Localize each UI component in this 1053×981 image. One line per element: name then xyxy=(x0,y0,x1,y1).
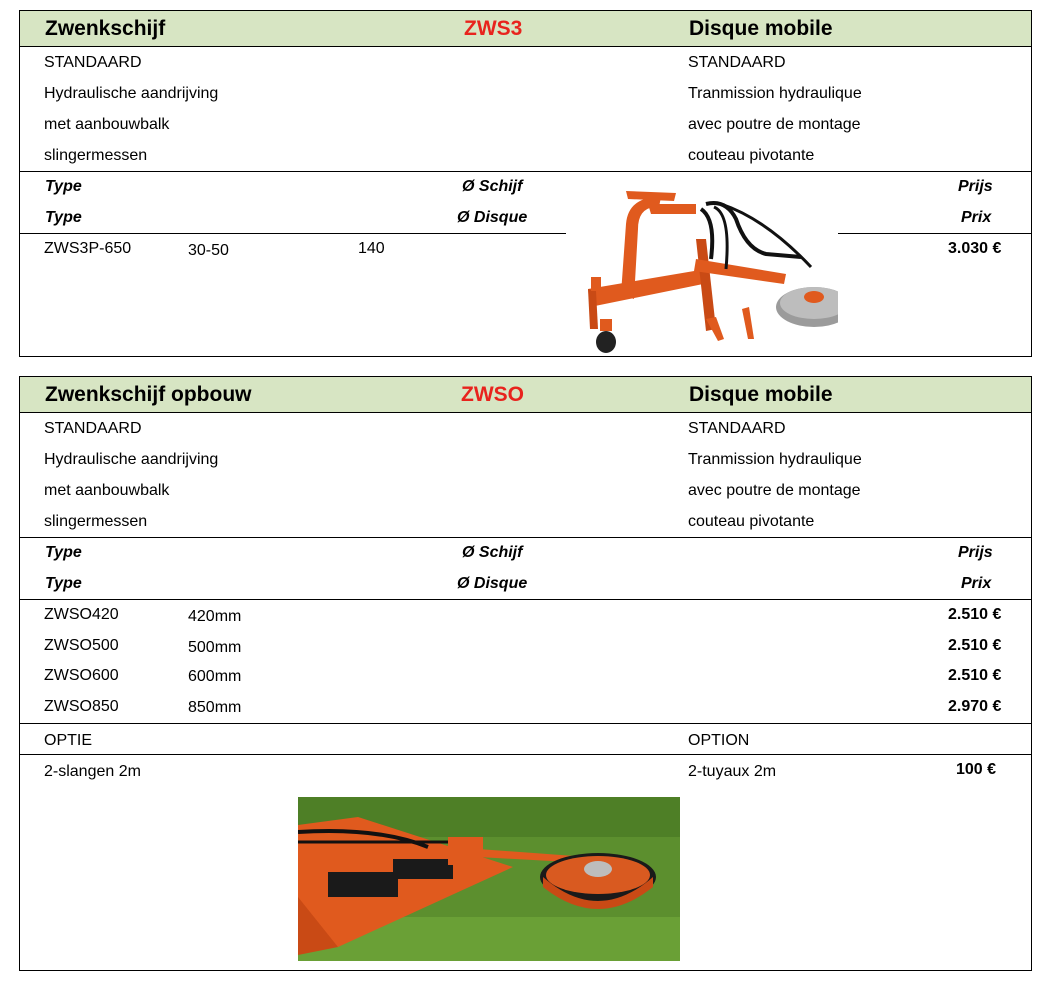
row-price: 2.510 € xyxy=(948,606,1002,623)
desc-fr-line: avec poutre de montage xyxy=(688,482,861,499)
desc-fr-line: STANDAARD xyxy=(688,420,786,437)
col-header-disc: Ø Disque xyxy=(457,575,528,592)
divider xyxy=(20,599,1031,600)
row-size: 500mm xyxy=(188,639,242,656)
option-label-nl: OPTIE xyxy=(44,732,93,749)
title-fr: Disque mobile xyxy=(689,17,833,40)
col-header-price: Prix xyxy=(961,209,992,226)
divider xyxy=(20,537,1031,538)
desc-fr-line: couteau pivotante xyxy=(688,513,815,530)
product-card-zws3 xyxy=(19,10,1032,357)
col-header-disc: Ø Disque xyxy=(457,209,528,226)
col-header-type: Type xyxy=(45,544,82,561)
row-type: ZWSO600 xyxy=(44,667,119,684)
divider xyxy=(20,233,567,234)
desc-nl-line: met aanbouwbalk xyxy=(44,482,170,499)
desc-fr-line: couteau pivotante xyxy=(688,147,815,164)
desc-nl-line: slingermessen xyxy=(44,147,148,164)
desc-nl-line: met aanbouwbalk xyxy=(44,116,170,133)
col-header-type: Type xyxy=(45,575,82,592)
row-type: ZWSO420 xyxy=(44,606,119,623)
title-fr: Disque mobile xyxy=(689,383,833,406)
row-size: 600mm xyxy=(188,668,242,685)
option-item-fr: 2-tuyaux 2m xyxy=(688,763,777,780)
col-header-price: Prix xyxy=(961,575,992,592)
row-size: 850mm xyxy=(188,699,242,716)
row-type: ZWSO850 xyxy=(44,698,119,715)
col-header-disc: Ø Schijf xyxy=(462,544,523,561)
desc-fr-line: Tranmission hydraulique xyxy=(688,85,862,102)
col-header-disc: Ø Schijf xyxy=(462,178,523,195)
option-price: 100 € xyxy=(956,761,997,778)
col-header-type: Type xyxy=(45,178,82,195)
title-nl: Zwenkschijf xyxy=(45,17,166,40)
col-header-price: Prijs xyxy=(958,178,993,195)
row-price: 2.510 € xyxy=(948,637,1002,654)
divider xyxy=(20,723,1031,724)
row-type: ZWSO500 xyxy=(44,637,119,654)
option-label-fr: OPTION xyxy=(688,732,750,749)
desc-fr-line: avec poutre de montage xyxy=(688,116,861,133)
desc-nl-line: STANDAARD xyxy=(44,420,142,437)
row-spec: 30-50 xyxy=(188,242,229,259)
desc-nl-line: Hydraulische aandrijving xyxy=(44,85,219,102)
desc-nl-line: STANDAARD xyxy=(44,54,142,71)
product-code: ZWSO xyxy=(461,383,524,406)
desc-nl-line: slingermessen xyxy=(44,513,148,530)
option-item-nl: 2-slangen 2m xyxy=(44,763,141,780)
desc-fr-line: STANDAARD xyxy=(688,54,786,71)
desc-fr-line: Tranmission hydraulique xyxy=(688,451,862,468)
zws3-machine-photo xyxy=(566,179,838,354)
divider xyxy=(837,233,1032,234)
row-size: 420mm xyxy=(188,608,242,625)
row-price: 2.970 € xyxy=(948,698,1002,715)
row-disc: 140 xyxy=(358,240,385,257)
row-type: ZWS3P-650 xyxy=(44,240,132,257)
product-code: ZWS3 xyxy=(464,17,523,40)
zwso-machine-photo xyxy=(298,797,680,961)
col-header-price: Prijs xyxy=(958,544,993,561)
divider xyxy=(20,171,1031,172)
col-header-type: Type xyxy=(45,209,82,226)
product-card-zwso xyxy=(19,376,1032,971)
desc-nl-line: Hydraulische aandrijving xyxy=(44,451,219,468)
row-price: 3.030 € xyxy=(948,240,1002,257)
card-header xyxy=(20,11,1031,47)
row-price: 2.510 € xyxy=(948,667,1002,684)
divider xyxy=(20,754,1031,755)
title-nl: Zwenkschijf opbouw xyxy=(45,383,252,406)
